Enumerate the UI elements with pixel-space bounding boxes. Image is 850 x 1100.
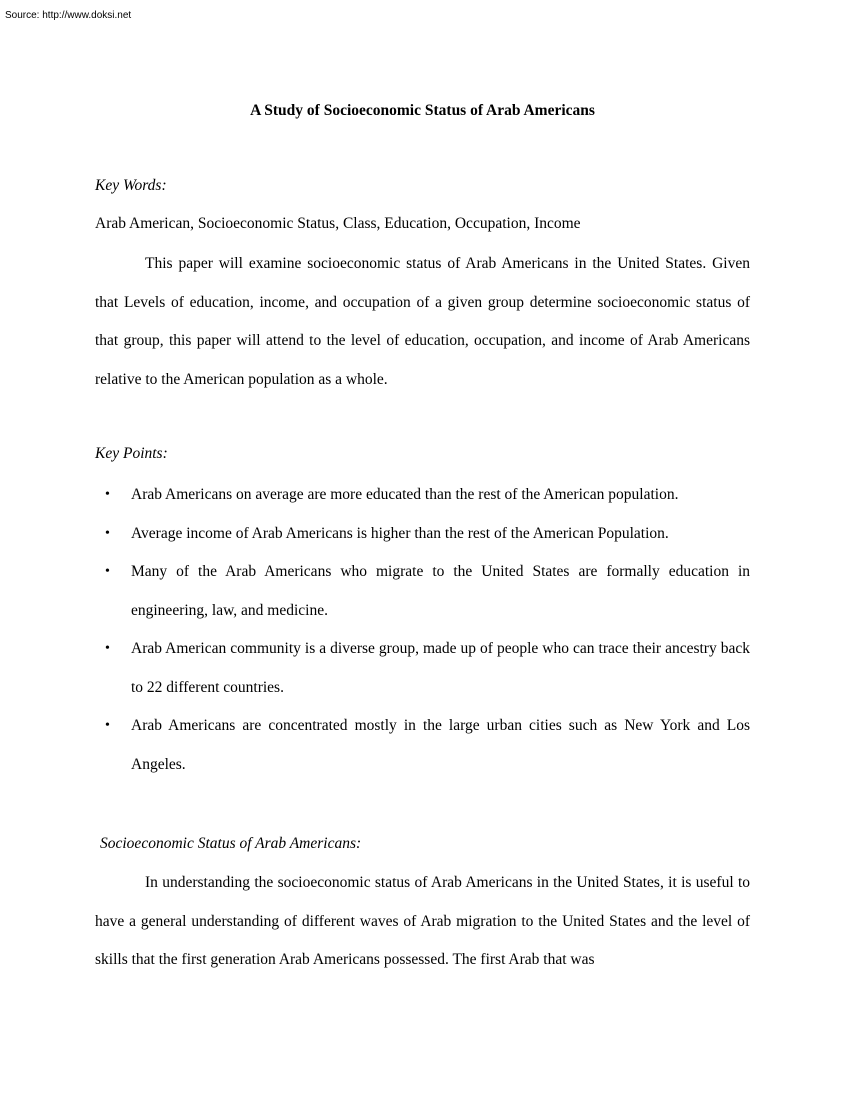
key-points-list bbox=[95, 476, 750, 784]
list-item bbox=[95, 476, 750, 515]
section-heading: Socioeconomic Status of Arab Americans: bbox=[100, 835, 362, 852]
key-points-heading: Key Points: bbox=[95, 445, 168, 462]
key-point-text: Arab Americans on average are more educated than the rest of the American population. bbox=[131, 486, 679, 503]
list-item bbox=[95, 515, 750, 554]
key-point-text: Arab American community is a diverse group, made up of people who can trace their ancestry back to 22 different countries. bbox=[131, 640, 750, 696]
bullet-icon: • bbox=[105, 718, 110, 733]
bullet-icon: • bbox=[105, 641, 110, 656]
keywords-text: Arab American, Socioeconomic Status, Class, Education, Occupation, Income bbox=[95, 215, 581, 232]
keywords-heading: Key Words: bbox=[95, 177, 167, 194]
list-item bbox=[95, 707, 750, 784]
key-point-text: Average income of Arab Americans is higher than the rest of the American Population. bbox=[131, 524, 669, 542]
key-point-text: Arab Americans are concentrated mostly in the large urban cities such as New York and Los Angeles. bbox=[131, 717, 750, 773]
list-item bbox=[95, 630, 750, 707]
section-paragraph: In understanding the socioeconomic status of Arab Americans in the United States, it is useful to have a general understanding of different waves of Arab migration to the United States and the level of skills that the first generation Arab Americans possessed. The first Arab that was bbox=[95, 874, 750, 968]
source-url-label: Source: http://www.doksi.net bbox=[5, 10, 132, 21]
abstract-paragraph: This paper will examine socioeconomic status of Arab Americans in the United States. Given that Levels of education, income, and occupation of a given group determine socioeconomic status of that group, this paper will attend to the level of education, occupation, and income of Arab Americans relative to the American population as a whole. bbox=[95, 255, 750, 388]
list-item bbox=[95, 553, 750, 630]
document-title: A Study of Socioeconomic Status of Arab Americans bbox=[250, 102, 595, 119]
bullet-icon: • bbox=[105, 564, 110, 579]
bullet-icon: • bbox=[105, 525, 110, 541]
key-point-text: Many of the Arab Americans who migrate to the United States are formally education in engineering, law, and medicine. bbox=[131, 563, 750, 619]
bullet-icon: • bbox=[105, 487, 110, 502]
